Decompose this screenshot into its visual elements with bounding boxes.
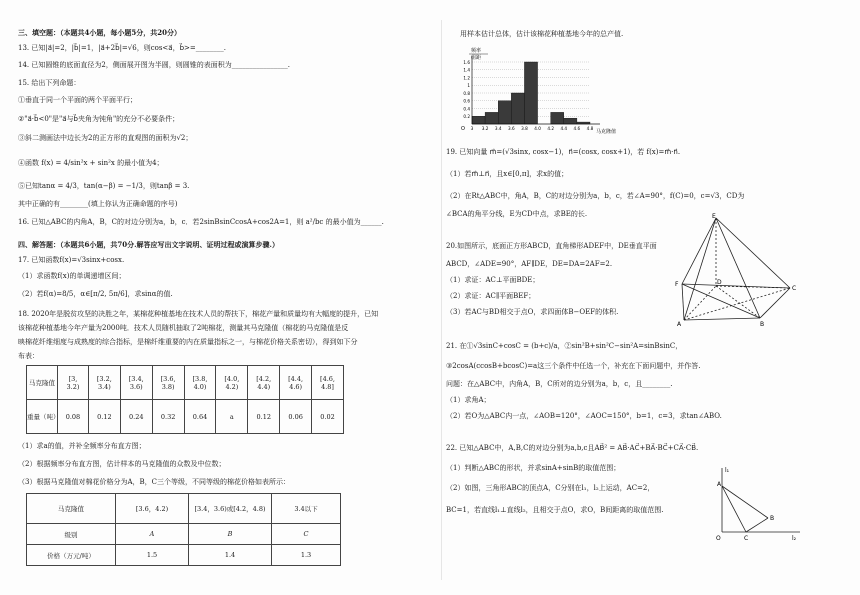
x-tick-label: 4.0: [534, 126, 541, 131]
price-table: [26, 493, 341, 566]
question-17: 17. 已知函数f(x)=√3sinx+cosx.: [18, 256, 125, 264]
table-cell: [4.6, 4.8]: [312, 366, 344, 400]
distribution-table: [26, 365, 344, 434]
vertex-label-e: E: [712, 213, 716, 220]
pyramid-edges: [682, 218, 790, 320]
table-cell: A: [116, 524, 189, 545]
x-tick-label: 3.4: [494, 126, 502, 131]
histogram-bar: [511, 93, 524, 124]
vertex-label-b: B: [760, 321, 765, 328]
y-tick-label: 1: [467, 83, 470, 89]
question-15: 15. 给出下列命题：: [18, 79, 81, 87]
point-label-o: O: [716, 535, 721, 542]
table-cell: 价格（万元/吨）: [27, 545, 116, 566]
frequency-histogram: [458, 44, 638, 136]
table-cell: 0.02: [312, 400, 344, 434]
question-21-line3: 问题：在△ABC中，内角A，B，C所对的边分别为a，b，c，且________.: [446, 380, 673, 388]
table-cell: 3.4以下: [272, 494, 341, 524]
question-13: 13. 已知|a⃗|=2，|b⃗|=1，|a⃗+2b⃗|=√6，则cos<a⃗，b⃗>=________.: [18, 44, 226, 52]
table-cell: 0.12: [248, 400, 280, 434]
question-21-line2: ③2cosA(ccosB+bcosC)=a这三个条件中任选一个，补充在下面问题中，并作答.: [446, 362, 701, 370]
proposition-5: ⑤已知tanα = 4/3，tan(α−β) = −1/3，则tanβ = 3.: [18, 182, 190, 190]
histogram-bar: [551, 112, 564, 124]
proposition-2: ②"a⃗·b⃗<0"是"a⃗与b⃗夹角为钝角"的充分不必要条件；: [18, 115, 180, 123]
question-18-part1: （1）求a的值，并补全频率分布直方图；: [18, 442, 146, 450]
question-22-part2-line2: BC=1，若直线l₁⊥直线l₂，且相交于点O，求O，B间距离的取值范围.: [446, 506, 664, 514]
question-22-line1: 22. 已知△ABC中，A,B,C的对边分别为a,b,c且AB⃗² = AB⃗·AC⃗+BA⃗·BC⃗+CA⃗·CB⃗.: [446, 444, 699, 452]
question-18-line3: 映棉花纤维细度与成熟度的综合指标，是棉纤维重要的内在质量指标之一，与棉花价格关系密切），得到如下分: [18, 338, 358, 346]
vertex-label-a: A: [677, 321, 682, 328]
histogram-bar: [524, 62, 537, 124]
y-tick-label: 0.6: [463, 98, 470, 104]
question-20-line2: ABCD，∠ADE=90°，AF∥DE，DE=DA=2AF=2.: [446, 260, 613, 268]
table-cell: 1.5: [116, 545, 189, 566]
table-cell: [4.4, 4.6): [280, 366, 312, 400]
question-19-part2-line1: （2）在Rt△ABC中，角A，B，C的对边分别为a，b，c，若∠A=90°，f(C)=0，c=√3，CD为: [446, 192, 745, 200]
x-tick-label: 4.2: [547, 126, 555, 131]
y-tick-label: 1.4: [463, 67, 470, 73]
table-row-label: 重量（吨）: [27, 400, 58, 434]
question-19-part1: （1）若m⃗⊥n⃗，且x∈[0,π]，求x的值；: [446, 170, 569, 178]
question-21-line1: 21. 在①√3sinC+cosC = (b+c)/a，②sin²B+sin²C−sin²A=sinBsinC，: [446, 342, 683, 350]
table-cell: [3, 3.2): [58, 366, 89, 400]
chart-ylabel-bottom: 组距: [471, 55, 482, 61]
question-18-part3-continued: 用样本估计总体，估计该棉花种植基地今年的总产值.: [460, 30, 624, 38]
table-cell: C: [272, 524, 341, 545]
line-label-l1: l₁: [725, 467, 730, 474]
table-cell: 1.3: [272, 545, 341, 566]
x-tick-label: 4.4: [560, 126, 568, 131]
y-tick-label: 0.8: [463, 90, 470, 96]
x-tick-label: 4.6: [573, 126, 581, 131]
table-cell: a: [216, 400, 248, 434]
histogram-bar: [472, 116, 485, 124]
question-22-part2-line1: （2）如图，三角形ABC的顶点A，C分别在l₁，l₂上运动，AC=2，: [446, 484, 655, 492]
solid-geometry-figure: [674, 212, 840, 330]
section-header-fill-in: 三、填空题：（本题共4小题，每小题5分，共20分）: [18, 28, 181, 37]
table-cell: 0.32: [152, 400, 184, 434]
question-18-line4: 布表：: [18, 352, 39, 360]
x-tick-label: 4.8: [586, 126, 594, 131]
question-15-answer: 其中正确的有________(填上你认为正确命题的序号): [18, 200, 178, 208]
point-label-c: C: [744, 535, 749, 542]
chart-ylabel-top: 频率: [471, 48, 482, 54]
question-18-part2: （2）根据频率分布直方图，估计样本的马克隆值的众数及中位数；: [18, 460, 226, 468]
vertex-label-f: F: [675, 281, 679, 288]
y-tick-label: 0.2: [463, 114, 470, 120]
x-tick-label: 3.2: [481, 126, 489, 131]
section-header-solve: 四、解答题：（本题共6小题，共70分.解答应写出文字说明、证明过程或演算步骤.）: [18, 240, 279, 249]
question-20-part1: （1）求证：AC⊥平面BDE；: [446, 276, 540, 284]
question-21-part2: （2）若O为△ABC内一点，∠AOB=120°，∠AOC=150°，b=1，c=3，求tan∠ABO.: [446, 412, 722, 420]
table-cell: 级别: [27, 524, 116, 545]
table-row-label: 马克隆值: [27, 366, 58, 400]
table-cell: [3.6, 3.8): [152, 366, 184, 400]
line-figure-strokes: [722, 468, 800, 532]
column-divider: [441, 20, 442, 580]
question-20-part3: （3）若AC与BD相交于点O，求四面体B−OEF的体积.: [446, 308, 619, 316]
question-18-part3: （3）根据马克隆值对棉花价格分为A，B，C三个等级，不同等级的棉花价格如表所示：: [18, 478, 291, 486]
question-21-part1: （1）求角A；: [446, 396, 491, 404]
table-cell: 0.24: [120, 400, 152, 434]
table-cell: 0.64: [184, 400, 216, 434]
table-cell: [3.2, 3.4): [88, 366, 120, 400]
question-17-part1: （1）求函数f(x)的单调递增区间；: [18, 272, 126, 280]
histogram-bar: [564, 118, 577, 124]
question-14: 14. 已知圆锥的底面直径为2，侧面展开图为半圆，则圆锥的表面积为________________.: [18, 61, 291, 69]
chart-xlabel: 马克隆值: [596, 129, 617, 135]
table-cell: 马克隆值: [27, 494, 116, 524]
table-cell: 0.06: [280, 400, 312, 434]
table-cell: 1.4: [189, 545, 272, 566]
y-tick-label: 1.6: [463, 59, 470, 65]
proposition-1: ①垂直于同一个平面的两个平面平行；: [18, 96, 137, 104]
proposition-3: ③斜二测画法中边长为2的正方形的直观图的面积为√2；: [18, 134, 193, 142]
question-18-line1: 18. 2020年是脱贫攻坚的决胜之年，某棉花种植基地在技术人员的帮扶下，棉花产量和质量均有大幅度的提升，已知: [18, 310, 379, 318]
y-tick-label: 1.2: [463, 75, 470, 81]
question-17-part2: （2）若f(α)=8/5，α∈[π/2, 5π/6]，求sinα的值.: [18, 290, 173, 298]
histogram-bar: [485, 112, 498, 124]
y-tick-label: 0.4: [463, 106, 470, 112]
line-figure: [718, 462, 802, 544]
x-tick-label: 3: [470, 126, 474, 131]
question-19: 19. 已知向量 m⃗=(√3sinx, cosx−1)，n⃗=(cosx, cosx+1)，若 f(x)=m⃗·n⃗.: [446, 148, 681, 156]
table-cell: 0.12: [88, 400, 120, 434]
table-cell: [3.4, 3.6): [120, 366, 152, 400]
table-cell: [3.4，3.6)或[4.2，4.8): [189, 494, 272, 524]
table-cell: [4.0, 4.2): [216, 366, 248, 400]
chart-origin-label: O: [461, 126, 465, 132]
histogram-bar: [498, 101, 511, 124]
table-cell: [4.2, 4.4): [248, 366, 280, 400]
proposition-4: ④函数 f(x) = 4/sin²x + sin²x 的最小值为4；: [18, 159, 164, 167]
table-cell: [3.6，4.2): [116, 494, 189, 524]
question-18-line2: 该棉花种植基地今年产量为2000吨．技术人员随机抽取了2吨棉花，测量其马克隆值（棉花的马克隆值是反: [18, 324, 349, 332]
point-label-a: A: [717, 481, 722, 488]
question-22-part1: （1）判断△ABC的形状，并求sinA+sinB的取值范围；: [446, 464, 621, 472]
question-19-part2-line2: ∠BCA的角平分线，E为CD中点，求BE的长.: [446, 210, 588, 218]
x-tick-label: 3.6: [507, 126, 515, 131]
table-cell: B: [189, 524, 272, 545]
vertex-label-c: C: [792, 285, 797, 292]
table-cell: [3.8, 4.0): [184, 366, 216, 400]
question-20-line1: 20.如图所示，底面正方形ABCD，直角梯形ADEF中，DE垂直平面: [446, 242, 657, 250]
question-16: 16. 已知△ABC的内角A，B，C的对边分别为a，b，c．若2sinBsinCcosA+cos2A=1，则 a²/bc 的最小值为______.: [18, 218, 384, 226]
line-label-l2: l₂: [792, 535, 797, 542]
vertex-label-d: D: [717, 279, 722, 286]
question-20-part2: （2）求证：AC∥平面BEF；: [446, 292, 536, 300]
x-tick-label: 3.8: [521, 126, 528, 131]
table-cell: 0.08: [58, 400, 89, 434]
point-label-b: B: [770, 515, 775, 522]
